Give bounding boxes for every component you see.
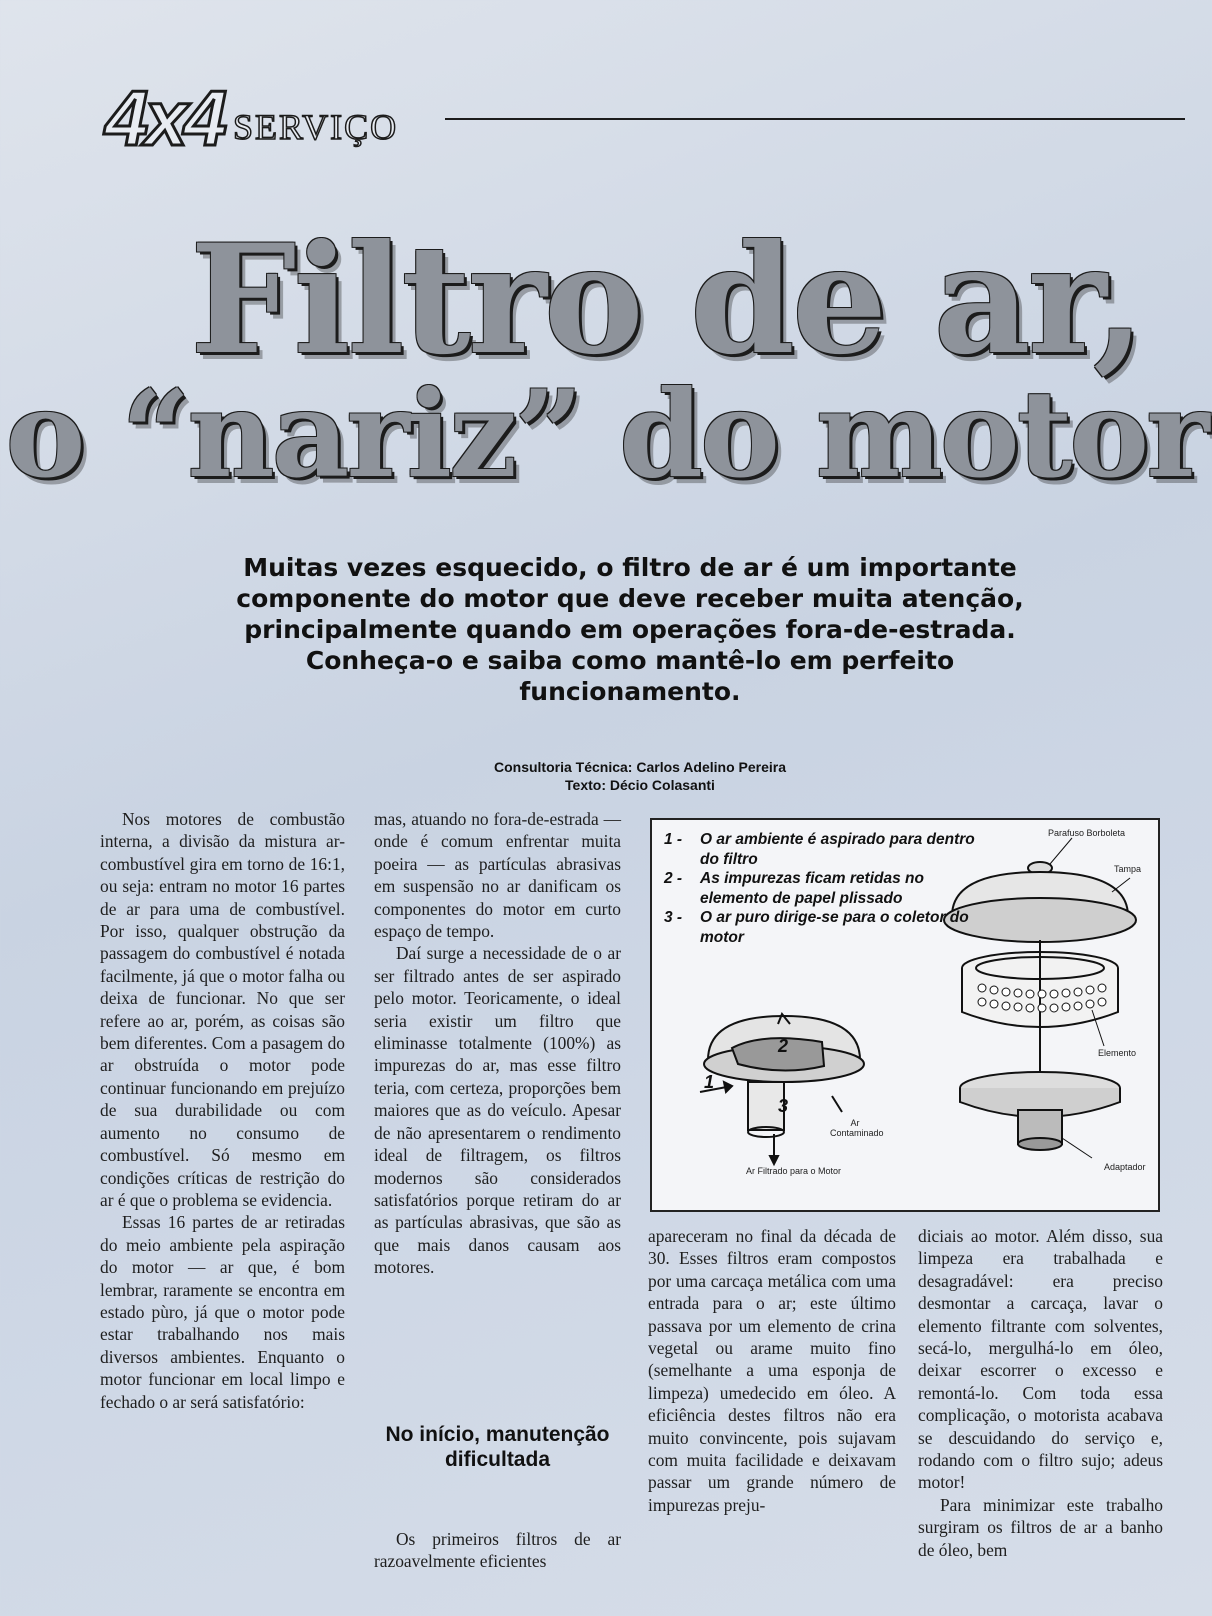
body-column-4 bbox=[918, 1225, 1163, 1561]
legend-item: 3 - O ar puro dirige-se para o coletor do motor bbox=[664, 909, 969, 946]
paragraph: mas, atuando no fora-de-estrada — onde é comum enfrentar muita poeira — as partículas abrasivas em suspensão no ar danificam os componentes do motor em curto espaço de tempo. bbox=[374, 809, 621, 942]
headline-line-2: o “nariz” do motor bbox=[5, 364, 1207, 505]
paragraph: Nos motores de combustão interna, a divisão da mistura ar-combustível gira em torno de 16:1, ou seja: entram no motor 16 partes de ar para uma de combustível. Por isso, qualquer obstrução da passagem do combustível é notada facilmente, já que o motor falha ou deixa de funcionar. No que ser refere ao ar, porém, as coisas são bem diferentes. Com a pasagem do ar obstruída o motor pode continuar funcionando em prejuízo de sua durabilidade ou com aumento no consumo de combustível. Só mesmo em condições críticas de restrição do ar é que o problema se evidencia. bbox=[100, 809, 345, 1210]
body-column-2 bbox=[374, 808, 621, 1279]
diagram-legend bbox=[664, 830, 984, 947]
diagram-number: 1 bbox=[704, 1072, 715, 1092]
paragraph: Para minimizar este trabalho surgiram os filtros de ar a banho de óleo, bem bbox=[918, 1494, 1163, 1560]
subheading: No início, manutenção dificultada bbox=[385, 1423, 610, 1471]
label-ar-contaminado: Ar Contaminado bbox=[830, 1118, 884, 1138]
paragraph: diciais ao motor. Além disso, sua limpeza era trabalhada e desagradável: era preciso desmontar a carcaça, lavar o elemento filtrante com solventes, secá-lo, mergulhá-lo em óleo, deixar escorrer o excesso e remontá-lo. Com toda essa complicação, o motorista acabava se descuidando do serviço e, rodando com o filtro sujo; adeus motor! bbox=[918, 1226, 1163, 1493]
diagram-number: 3 bbox=[778, 1096, 789, 1116]
credit-text: Texto: Décio Colasanti bbox=[565, 777, 715, 793]
page-header bbox=[105, 74, 1185, 168]
label-tampa: Tampa bbox=[1114, 864, 1142, 874]
paragraph: Essas 16 partes de ar retiradas do meio ambiente pela aspiração do motor — ar que, é bom lembrar, raramente se encontra em estado pùro, já que o motor pode estar trabalhando nos mais diversos ambientes. Enquanto o motor funcionar em local limpo e fechado o ar será satisfatório: bbox=[100, 1212, 345, 1412]
legend-item: 2 - As impurezas ficam retidas no elemento de papel plissado bbox=[664, 870, 924, 907]
lead-paragraph: Muitas vezes esquecido, o filtro de ar é um importante componente do motor que deve receber muita atenção, principalmente quando em operações fora-de-estrada. Conheça-o e saiba como mantê-lo em perfeito funcionamento. bbox=[236, 553, 1024, 706]
body-column-1 bbox=[100, 808, 345, 1413]
paragraph: apareceram no final da década de 30. Esses filtros eram compostos por uma carcaça metálica com uma entrada para o ar; este último passava por um elemento de crina vegetal ou arame muito fino (semelhante a uma esponja de limpeza) umedecido em óleo. A eficiência destes filtros não era muito convincente, pois sujavam com muita facilidade e deixavam passar um grande número de impurezas preju- bbox=[648, 1226, 896, 1515]
label-ar-filtrado: Ar Filtrado para o Motor bbox=[746, 1166, 842, 1176]
body-column-2-bottom bbox=[374, 1528, 621, 1573]
paragraph: Daí surge a necessidade de o ar ser filtrado antes de ser aspirado pelo motor. Teoricamente, o ideal seria existir um filtro que eliminasse totalmente (100%) as impurezas do ar, mas esse filtro teria, com certeza, proporções bem maiores que as do veículo. Apesar de não apresentarem o rendimento ideal de filtragem, os filtros modernos são considerados satisfatórios porque retiram do ar as partículas abrasivas, que são as que mais danos causam aos motores. bbox=[374, 943, 621, 1278]
air-filter-diagram bbox=[650, 818, 1160, 1212]
body-column-3 bbox=[648, 1225, 896, 1516]
label-adaptador: Adaptador bbox=[1104, 1162, 1146, 1172]
headline-line-1: Filtro de ar, bbox=[189, 212, 1143, 388]
section-label: SERVIÇO bbox=[233, 107, 399, 147]
paragraph: Os primeiros filtros de ar razoavelmente eficientes bbox=[374, 1529, 621, 1572]
magazine-logo: 4x4 bbox=[105, 74, 224, 162]
label-parafuso: Parafuso Borboleta bbox=[1048, 828, 1126, 838]
label-elemento: Elemento bbox=[1098, 1048, 1137, 1058]
header-rule bbox=[445, 118, 1185, 120]
legend-item: 1 - O ar ambiente é aspirado para dentro do filtro bbox=[664, 831, 975, 868]
diagram-number: 2 bbox=[778, 1036, 789, 1056]
credits bbox=[420, 758, 860, 794]
credit-consulting: Consultoria Técnica: Carlos Adelino Pereira bbox=[493, 759, 786, 775]
